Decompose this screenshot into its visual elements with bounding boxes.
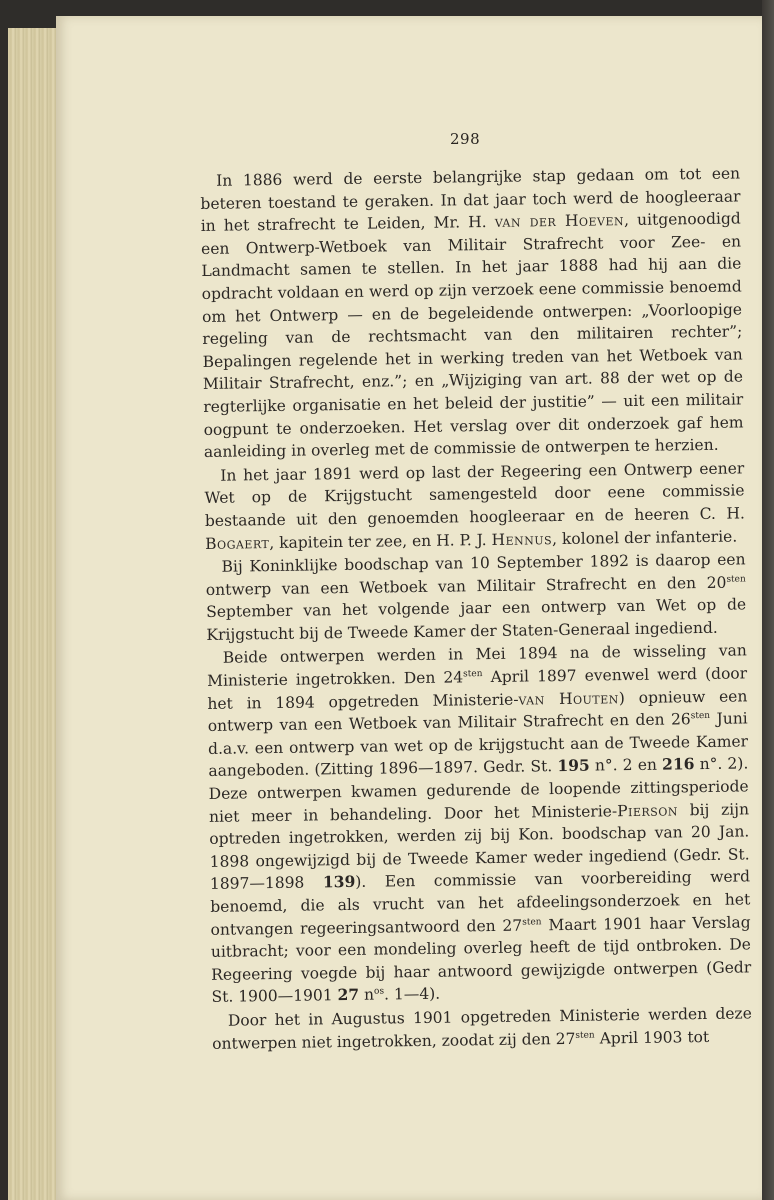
page-edge — [762, 0, 774, 1200]
page-body — [200, 162, 752, 1055]
person-name: van der Hoeven — [494, 211, 625, 232]
person-name: Pierson — [617, 801, 679, 820]
page-number: 298 — [450, 130, 481, 148]
book-spine — [8, 28, 57, 1200]
person-name: Bogaert — [205, 533, 270, 553]
person-name: van Houten — [518, 688, 619, 709]
paragraph-2: In het jaar 1891 werd op last der Regeering een Ontwerp eener Wet op de Krijgstucht samengesteld door eene commissie bestaande uit den genoemden hoogleeraar en de heeren C. H. Bogaert, kapitein ter zee, en H. P. J. Hennus, kolonel der infanterie. — [204, 459, 745, 553]
paragraph-3: Bij Koninklijke boodschap van 10 September 1892 is daarop een ontwerp van een Wetboek van Militair Strafrecht en den $20^{sten}$ September van het volgende jaar een ontwerp van Wet op de Krijgstucht bij de Tweede Kamer der Staten-Generaal ingediend. — [205, 550, 747, 644]
person-name: Hennus — [491, 529, 553, 549]
paragraph-4: Beide ontwerpen werden in Mei 1894 na de wisseling van Ministerie ingetrokken. Den $24^{sten}$ April 1897 evenwel werd (door het in 1894 opgetreden Ministerie-van Houten) opnieuw een ontwerp van een Wetboek van Militair Strafrecht en den $26^{sten}$ Juni d.a.v. een ontwerp van wet op de krijgstucht aan de Tweede Kamer aangeboden. (Zitting 1896—1897. Gedr. St. 195 n°. 2 en 216 n°. 2). Deze ontwerpen kwamen gedurende de loopende zittingsperiode niet meer in behandeling. Door het Ministerie-Pierson bij zijn optreden ingetrokken, werden zij bij Kon. boodschap van 20 Jan. 1898 ongewijzigd bij de Tweede Kamer weder ingediend (Gedr. St. 1897—1898 139). Een commissie van voorbereiding werd benoemd, die als vrucht van het afdeelingsonderzoek en het ontvangen regeeringsantwoord den $27^{sten}$ Maart 1901 haar Verslag uitbracht; voor een mondeling overleg heeft de tijd ontbroken. De Regeering voegde bij haar antwoord gewijzigde ontwerpen (Gedr St. 1900—1901 27 $n^{os}$. 1—4). — [207, 641, 752, 1007]
paragraph-5: Door het in Augustus 1901 opgetreden Ministerie werden deze ontwerpen niet ingetrokken, zoodat zij den $27^{sten}$ April 1903 tot — [212, 1004, 752, 1053]
paragraph-1: In 1886 werd de eerste belangrijke stap gedaan om tot een beteren toestand te geraken. In dat jaar toch werd de hoogleeraar in het strafrecht te Leiden, Mr. H. van der Hoeven, uitgenoodigd een Ontwerp-Wetboek van Militair Strafrecht voor Zee- en Landmacht samen te stellen. In het jaar 1888 had hij aan die opdracht voldaan en werd op zijn verzoek eene commissie benoemd om het Ontwerp — en de begeleidende ontwerpen: „Voorloopige regeling van de rechtsmacht van den militairen rechter”; Bepalingen regelende het in werking treden van het Wetboek van Militair Strafrecht, enz.”; en „Wijziging van art. 88 der wet op de regterlijke organisatie en het beleid der justitie” — uit een militair oogpunt te onderzoeken. Het verslag over dit onderzoek gaf hem aanleiding in overleg met de commissie de ontwerpen te herzien. — [200, 164, 744, 462]
